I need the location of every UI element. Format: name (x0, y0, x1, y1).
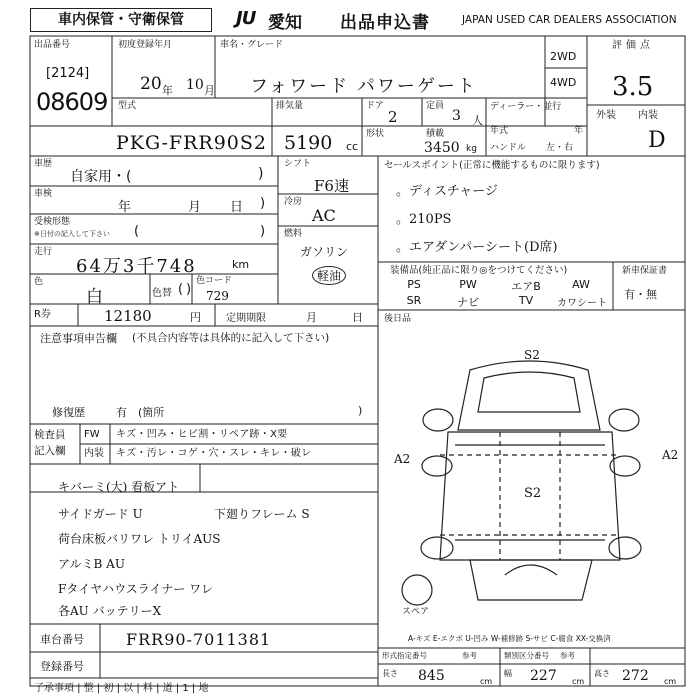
history-value: 自家用・( (70, 169, 132, 185)
acceptance-label: 受検形態 (34, 217, 71, 227)
lot-sub-number: [2124] (46, 66, 90, 81)
inspector-row1-items: キズ・凹み・ヒビ割・リペア跡・X要 (116, 429, 288, 440)
diagram-mark-left: A2 (394, 452, 411, 466)
color-value: 白 (86, 287, 103, 307)
repair-place: (箇所 (138, 406, 165, 419)
period-label: 定期期限 (226, 313, 266, 324)
inspector-row2-items: キズ・汚レ・コゲ・穴・スレ・キレ・破レ (116, 448, 312, 459)
inspection-label: 車検 (34, 189, 53, 199)
cooler-value: AC (312, 206, 336, 225)
selling-point-3: 。エアダンパーシート(D席) (396, 240, 558, 255)
rear-items-label: 後日品 (384, 314, 412, 324)
dim-title-1b: 参考 (462, 651, 477, 660)
capacity-label: 定員 (426, 101, 445, 111)
exterior-label: 外装 (596, 110, 616, 121)
load-unit: kg (466, 144, 477, 154)
dealer-label: ディーラー・並行 (490, 102, 562, 112)
body-label: 形状 (366, 129, 385, 139)
load-value: 3450 (424, 140, 460, 156)
new-car-label: 新車保証書 (622, 266, 668, 276)
drive-4wd: 4WD (550, 76, 577, 89)
selling-point-2: 。210PS (396, 212, 452, 227)
steering-label: ハンドル (490, 143, 527, 153)
width-label: 幅 (504, 669, 512, 678)
dim-title-2: 類別区分番号 (504, 651, 549, 660)
type-label: 型式 (118, 101, 137, 111)
equip-ps: PS (407, 278, 421, 291)
steering-options: 左・右 (546, 143, 574, 153)
width-value: 227 (530, 668, 557, 684)
chassis-label: 車台番号 (40, 633, 84, 646)
grade-score: 3.5 (612, 72, 654, 102)
selling-point-1: 。ディスチャージ (396, 184, 499, 199)
remark-right: 下廻りフレーム S (214, 507, 310, 521)
recycle-value: 12180 (104, 307, 152, 325)
acceptance-note: ※日付の記入して下さい (34, 230, 110, 238)
capacity-value: 3 (452, 108, 461, 124)
color-code-label: 色コード (196, 276, 233, 286)
interior-label: 内装 (638, 110, 658, 121)
inspection-close: ) (260, 196, 266, 211)
mileage-label: 走行 (34, 247, 53, 257)
remark-1: キバーミ(大) 看板アト (58, 480, 180, 494)
color-label: 色 (34, 277, 44, 287)
cooler-label: 冷房 (284, 197, 303, 207)
remark-5: Fタイヤハウスライナー ワレ (58, 582, 214, 596)
inspector-label-1: 検査員 (34, 429, 66, 441)
repair-value: 有 (116, 406, 127, 419)
spare-label: スペア (402, 607, 430, 617)
diagram-mark-center: S2 (524, 486, 542, 501)
registration-year: 20 (140, 74, 162, 94)
inspector-row2-head: 内装 (84, 448, 104, 459)
inspection-month-unit: 月 (188, 200, 202, 215)
dim-title-1: 形式指定番号 (382, 651, 427, 660)
remark-3: 荷台床板バリワレ トリイAUS (58, 532, 221, 546)
recycle-label: R券 (34, 309, 51, 320)
remark-4: アルミB AU (58, 557, 125, 571)
displacement-value: 5190 (284, 132, 333, 154)
storage-label: 車内保管・守衛保管 (30, 8, 212, 32)
period-day-unit: 日 (352, 311, 363, 324)
remark-6: 各AU バッテリーX (58, 604, 162, 618)
model-year-label: 年式 (490, 126, 509, 136)
drive-2wd: 2WD (550, 50, 577, 63)
ju-logo: JU (236, 8, 256, 29)
length-value: 845 (418, 668, 445, 684)
length-label: 長さ (382, 669, 398, 678)
truck-diagram (402, 361, 641, 605)
registration-month-unit: 月 (204, 84, 215, 97)
registration-month: 10 (186, 77, 204, 93)
repaint-close: ) (186, 282, 192, 297)
notes-sub: (不具合内容等は具体的に記入して下さい) (132, 332, 330, 344)
form-title: 出品申込書 (340, 13, 430, 33)
dim-title-2b: 参考 (560, 651, 575, 660)
displacement-label: 排気量 (276, 101, 304, 111)
chassis-value: FRR90-7011381 (126, 630, 272, 649)
equip-airbag: エアB (511, 280, 541, 293)
model-label: 車名・グレード (220, 40, 284, 50)
width-unit: cm (572, 677, 585, 686)
shift-label: シフト (284, 159, 312, 169)
equip-navi: ナビ (457, 296, 479, 309)
mileage-unit: km (232, 258, 250, 271)
equip-aw: AW (572, 278, 590, 291)
grade-label: 評価点 (612, 40, 654, 51)
displacement-unit: cc (346, 140, 359, 153)
inspection-day-unit: 日 (230, 200, 244, 215)
association-name: JAPAN USED CAR DEALERS ASSOCIATION (462, 14, 677, 26)
length-unit: cm (480, 677, 493, 686)
doors-value: 2 (388, 108, 398, 126)
new-car-options: 有・無 (624, 288, 657, 301)
recycle-unit: 円 (190, 311, 201, 324)
lot-label: 出品番号 (34, 40, 71, 50)
equipment-label: 装備品(純正品に限り◎をつけてください) (390, 265, 568, 276)
color-code-value: 729 (206, 289, 229, 303)
history-close: ) (258, 166, 264, 182)
selling-points-label: セールスポイント(正常に機能するものに限ります) (384, 160, 600, 171)
registration-number-label: 登録番号 (40, 660, 84, 673)
diagram-mark-right: A2 (662, 448, 679, 462)
model-year-unit: 年 (574, 126, 584, 136)
registration-year-unit: 年 (162, 84, 173, 97)
notes-label: 注意事項申告欄 (40, 332, 117, 345)
type-value: PKG-FRR90S2 (116, 132, 268, 154)
repaint-label: 色替 (152, 288, 172, 299)
inspection-year-unit: 年 (118, 200, 132, 215)
period-month-unit: 月 (306, 311, 317, 324)
org-name: 愛知 (268, 13, 302, 33)
interior-grade: D (648, 128, 666, 153)
repaint-open: ( (178, 282, 184, 297)
equip-sr: SR (406, 294, 422, 307)
height-unit: cm (664, 677, 677, 686)
model-name: フォワード パワーゲート (250, 76, 477, 97)
equip-tv: TV (518, 294, 534, 307)
load-label: 積載 (426, 129, 445, 139)
doors-label: ドア (366, 101, 384, 111)
repair-close: ) (358, 404, 363, 417)
fuel-diesel: 軽油 (312, 266, 346, 285)
acceptance-close: ) (260, 224, 266, 239)
registration-label: 初度登録年月 (118, 40, 173, 50)
shift-value: F6速 (314, 177, 349, 195)
remark-2: サイドガード U (58, 507, 143, 521)
acceptance-open: ( (134, 224, 140, 239)
diagram-mark-top: S2 (524, 348, 540, 362)
damage-legend: A-キズ E-エクボ U-凹み W-補修跡 S-サビ C-腐食 XX-交換済 (408, 634, 611, 643)
inspector-label-2: 記入欄 (34, 445, 66, 457)
repair-label: 修復歴 (52, 406, 85, 419)
lot-number: 08609 (36, 88, 108, 116)
height-label: 高さ (594, 669, 610, 678)
equip-pw: PW (459, 278, 477, 291)
history-label: 車歴 (34, 159, 53, 169)
fuel-gasoline: ガソリン (300, 245, 349, 259)
fuel-label: 燃料 (284, 229, 303, 239)
capacity-unit: 人 (472, 114, 483, 127)
height-value: 272 (622, 668, 649, 684)
footer-strip: 了承事項 | 整 | 初 | 以 | 料 | 道 | 1 | 地 (34, 683, 209, 694)
inspector-row1-head: FW (84, 429, 100, 440)
mileage-value: 64万3千748 (76, 256, 197, 277)
equip-leather: カワシート (557, 298, 607, 309)
